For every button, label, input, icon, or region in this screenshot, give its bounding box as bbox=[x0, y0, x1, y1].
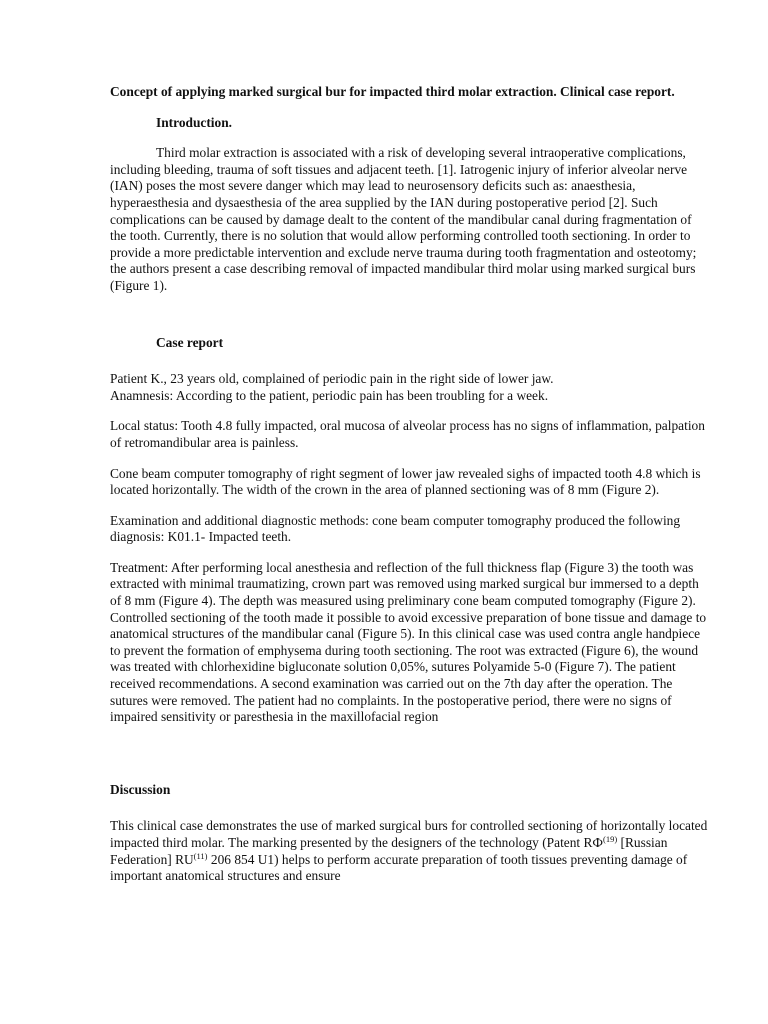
patient-line: Patient K., 23 years old, complained of periodic pain in the right side of lower jaw. bbox=[110, 371, 554, 387]
treatment-paragraph: Treatment: After performing local anesthesia and reflection of the full thickness flap (Figure 3) the tooth was extracted with minimal traumatizing, crown part was removed using marked surgical bur immersed to a depth of 8 mm (Figure 4). The depth was measured using preliminary cone beam computed tomography (Figure 2). Controlled sectioning of the tooth made it possible to avoid excessive preparation of bone tissue and damage to anatomical structures of the mandibular canal (Figure 5). In this clinical case was used contra angle handpiece to prevent the formation of emphysema during tooth sectioning. The root was extracted (Figure 6), the wound was treated with chlorhexidine bigluconate solution 0,05%, sutures Polyamide 5-0 (Figure 7). The patient received recommendations. A second examination was carried out on the 7th day after the operation. The sutures were removed. The patient had no complaints. In the postoperative period, there were no signs of impaired sensitivity or paresthesia in the maxillofacial region bbox=[110, 559, 707, 725]
document-title: Concept of applying marked surgical bur for impacted third molar extraction. Clinical case report. bbox=[110, 84, 675, 99]
document-page bbox=[110, 84, 710, 885]
patent-superscript-19: (19) bbox=[603, 834, 618, 844]
introduction-heading: Introduction. bbox=[156, 114, 233, 130]
case-report-heading: Case report bbox=[156, 334, 224, 350]
local-status-paragraph: Local status: Tooth 4.8 fully impacted, oral mucosa of alveolar process has no signs of inflammation, palpation of retromandibular area is painless. bbox=[110, 418, 705, 450]
discussion-paragraph bbox=[110, 818, 710, 884]
introduction-paragraph: Third molar extraction is associated with a risk of developing several intraoperative complications, including bleeding, trauma of soft tissues and adjacent teeth. [1]. Iatrogenic injury of inferior alveolar nerve (IAN) poses the most severe danger which may lead to neurosensory deficits such as: anaesthesia, hyperaesthesia and dysaesthesia of the area supplied by the IAN during postoperative period [2]. Such complications can be caused by damage dealt to the content of the mandibular canal during fragmentation of the tooth. Currently, there is no solution that would allow performing controlled tooth sectioning. In order to provide a more predictable intervention and exclude nerve trauma during tooth fragmentation and osteotomy; the authors present a case describing removal of impacted mandibular third molar using marked surgical burs (Figure 1). bbox=[110, 145, 697, 293]
discussion-heading: Discussion bbox=[110, 781, 171, 797]
cbct-paragraph: Cone beam computer tomography of right segment of lower jaw revealed sighs of impacted tooth 4.8 which is located horizontally. The width of the crown in the area of planned sectioning was of 8 mm (Figure 2). bbox=[110, 465, 701, 498]
discussion-text-2: [Russian Federation] RU bbox=[110, 835, 668, 867]
examination-paragraph: Examination and additional diagnostic methods: cone beam computer tomography produced the following diagnosis: K01.1- Impacted teeth. bbox=[110, 512, 681, 545]
anamnesis-line: Anamnesis: According to the patient, periodic pain has been troubling for a week. bbox=[110, 387, 549, 403]
discussion-text-3: 206 854 U1) helps to perform accurate preparation of tooth tissues preventing damage of important anatomical structures and ensure bbox=[110, 851, 688, 884]
patent-superscript-11: (11) bbox=[193, 850, 208, 861]
discussion-text-1: This clinical case demonstrates the use of marked surgical burs for controlled sectioning of horizontally located impacted third molar. The marking presented by the designers of the technology (Patent RФ bbox=[110, 818, 708, 850]
